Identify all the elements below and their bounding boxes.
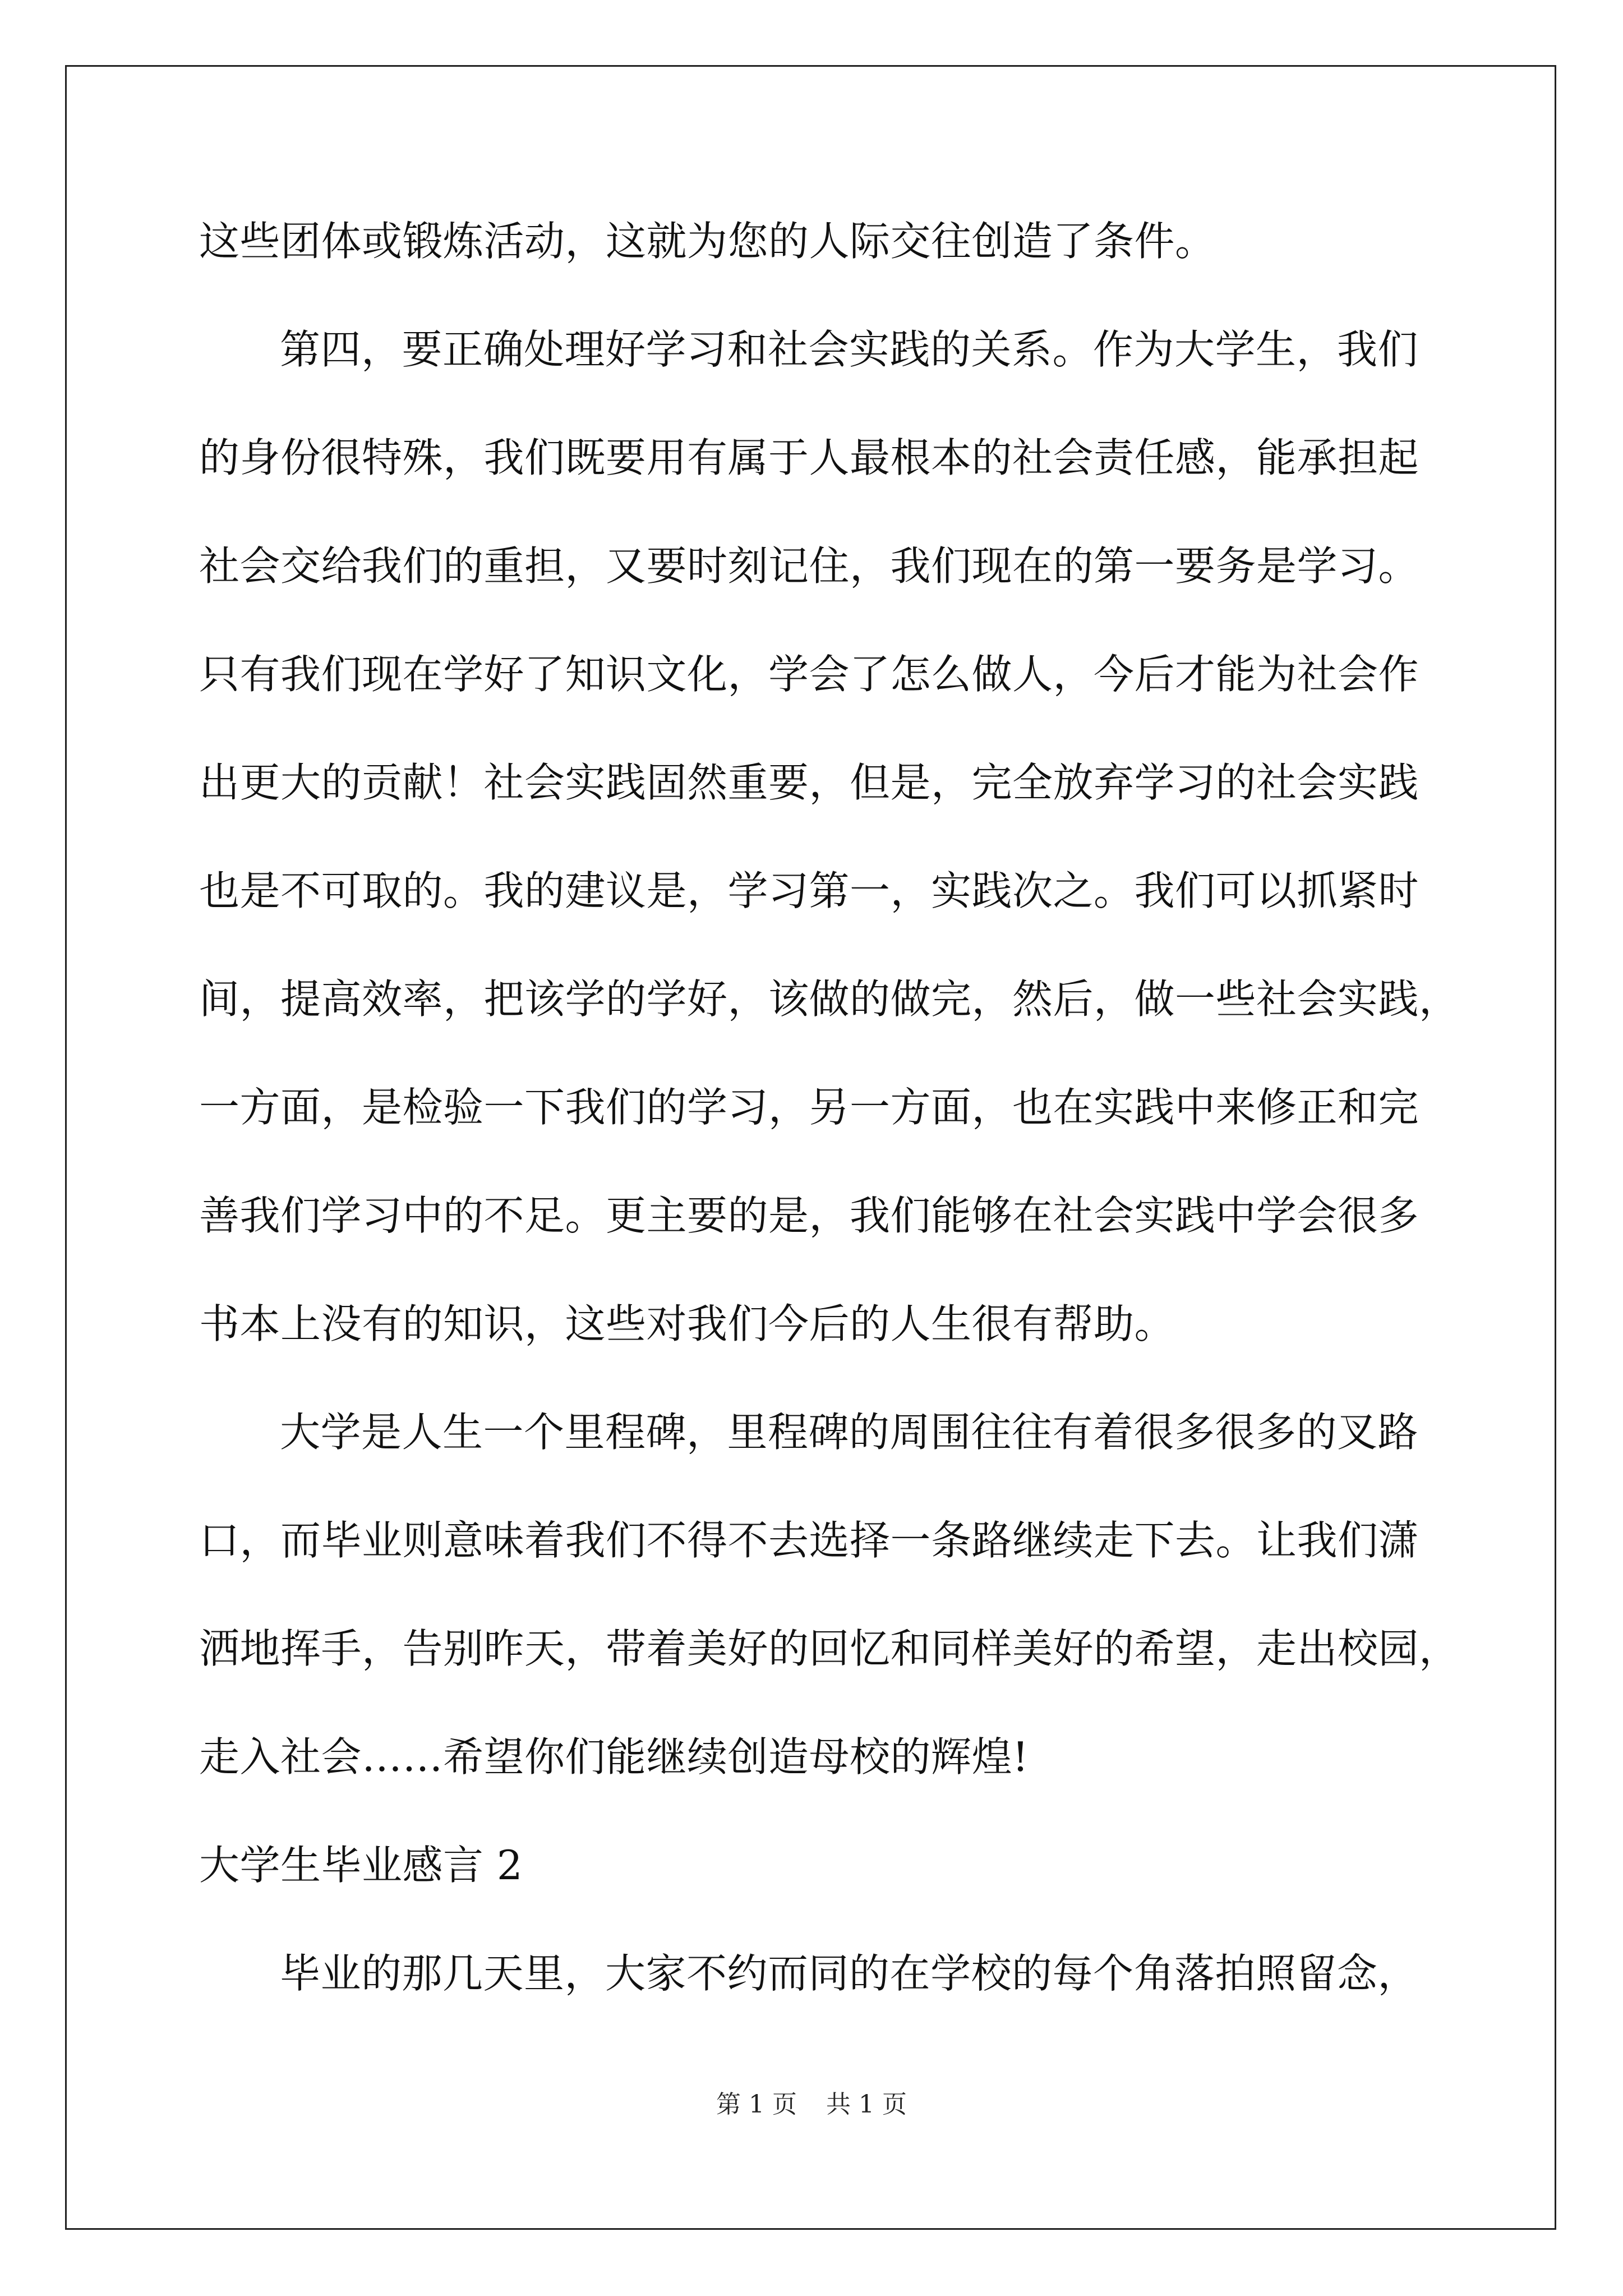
text-line: 书本上没有的知识，这些对我们今后的人生很有帮助。 xyxy=(199,1300,1175,1347)
paragraph-start-line: 毕业的那几天里，大家不约而同的在学校的每个角落拍照留念， xyxy=(280,1950,1419,1997)
text-line: 口，而毕业则意味着我们不得不去选择一条路继续走下去。让我们潇 xyxy=(199,1517,1419,1564)
text-line: 这些团体或锻炼活动，这就为您的人际交往创造了条件。 xyxy=(199,218,1216,265)
text-line: 社会交给我们的重担，又要时刻记住，我们现在的第一要务是学习。 xyxy=(199,542,1419,590)
page-number-current: 第 1 页 xyxy=(716,2090,797,2119)
text-line: 一方面，是检验一下我们的学习，另一方面，也在实践中来修正和完 xyxy=(199,1084,1419,1131)
text-line: 间，提高效率，把该学的学好，该做的做完，然后，做一些社会实践， xyxy=(199,976,1460,1023)
page-border xyxy=(65,65,1556,2230)
section-heading: 大学生毕业感言 2 xyxy=(199,1842,523,1889)
text-line: 走入社会……希望你们能继续创造母校的辉煌! xyxy=(199,1733,1029,1780)
text-line: 只有我们现在学好了知识文化，学会了怎么做人，今后才能为社会作 xyxy=(199,651,1419,698)
text-line: 善我们学习中的不足。更主要的是，我们能够在社会实践中学会很多 xyxy=(199,1192,1419,1239)
text-line: 也是不可取的。我的建议是，学习第一，实践次之。我们可以抓紧时 xyxy=(199,867,1419,914)
page-number-total: 共 1 页 xyxy=(826,2090,907,2119)
text-line: 洒地挥手，告别昨天，带着美好的回忆和同样美好的希望，走出校园， xyxy=(199,1625,1460,1672)
text-line: 的身份很特殊，我们既要用有属于人最根本的社会责任感，能承担起 xyxy=(199,434,1419,481)
page-footer xyxy=(0,2088,1623,2122)
text-line: 出更大的贡献！社会实践固然重要，但是，完全放弃学习的社会实践 xyxy=(199,759,1419,806)
paragraph-start-line: 大学是人生一个里程碑，里程碑的周围往往有着很多很多的叉路 xyxy=(280,1409,1419,1456)
paragraph-start-line: 第四，要正确处理好学习和社会实践的关系。作为大学生，我们 xyxy=(280,326,1419,373)
